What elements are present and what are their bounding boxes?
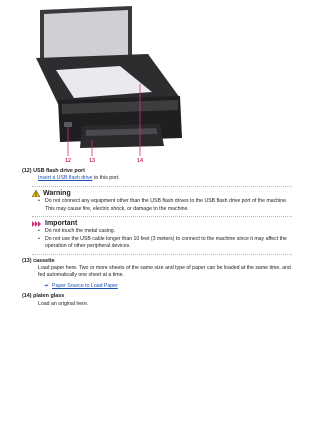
cover-mat [44,10,128,62]
divider [32,186,292,187]
warning-item: • Do not connect any equipment other than the USB flash drives to the USB flash drive port of the machine. This may cause fire, electric shock, or damage to the machine. [38,198,292,213]
printer-illustration [0,0,300,165]
divider [32,216,292,217]
cassette-desc: Load paper here. Two or more sheets of the same size and type of paper can be loaded at the same time, and fed automatically one sheet at a time. [38,265,291,279]
usb-desc-tail: to this port. [92,175,120,182]
arrow-right-icon: ➜ [44,282,49,289]
usb-port [64,122,72,127]
divider [32,254,292,255]
paper-source-link-row [44,283,292,290]
platen-title: (14) platen glass [22,293,65,300]
important-label: Important [45,220,78,228]
usb-title: (12) USB flash drive port [22,168,85,174]
important-item: • Do not use the USB cable longer than 10 feet (3 meters) to connect to the machine since it may affect the operation of other peripheral devices. [38,236,292,251]
callout-14: 14 [137,158,144,164]
callout-12: 12 [65,158,72,164]
paper-source-link[interactable]: Paper Source to Load Paper [52,282,118,289]
warning-list [38,198,292,213]
warning-label: Warning [43,189,71,197]
cassette-title: (13) cassette [22,257,55,264]
cassette [80,124,164,148]
platen-desc: Load an original here. [38,300,89,307]
warning-icon [32,190,40,197]
callout-13: 13 [89,158,96,164]
important-heading [32,220,292,227]
important-list [38,228,292,250]
warning-heading [32,190,292,197]
content [22,168,292,308]
important-icon [32,221,42,227]
insert-usb-link[interactable]: Insert a USB flash drive [38,175,93,182]
usb-desc [38,175,292,182]
important-item: • Do not touch the metal casing. [38,228,292,235]
printer-figure [0,0,300,165]
